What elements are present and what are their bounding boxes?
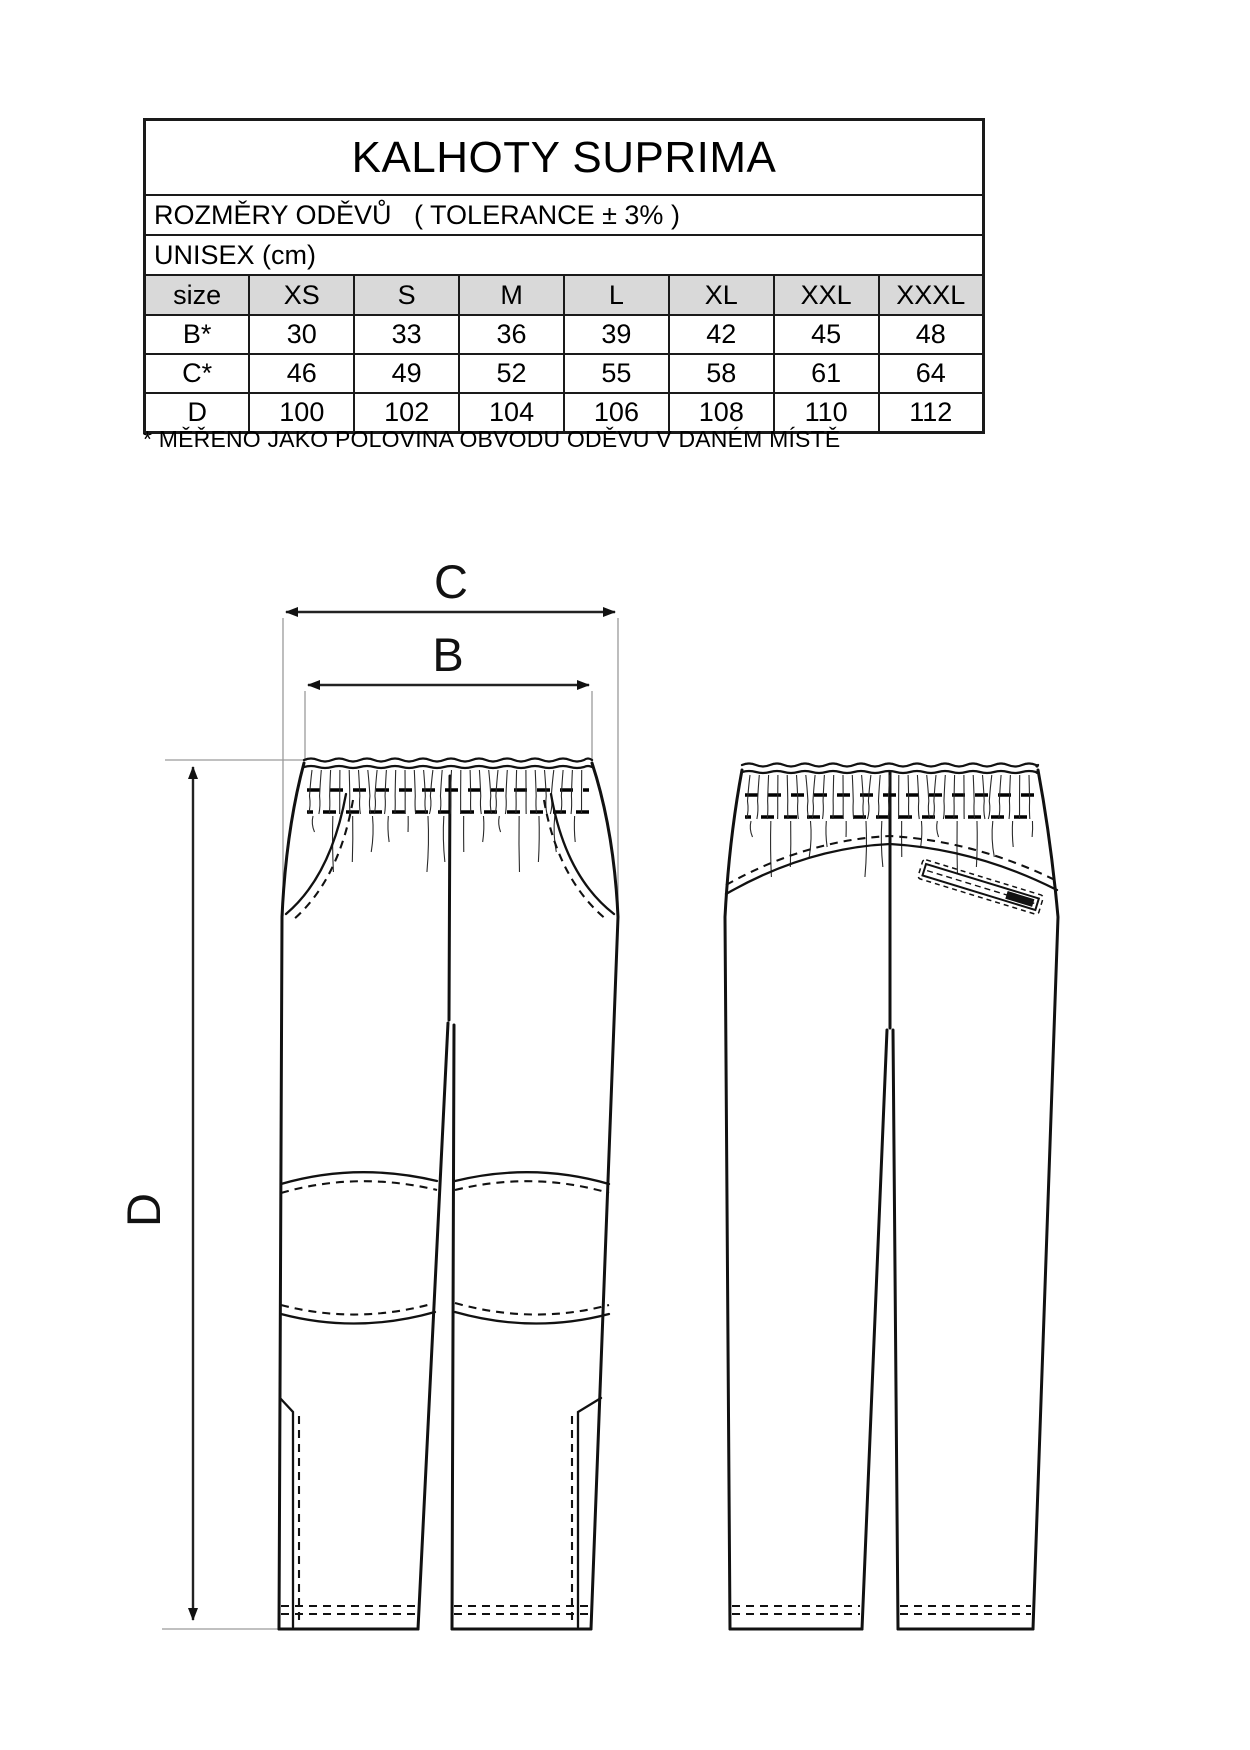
knee-patch-left [281, 1172, 437, 1323]
size-header-cell: XXXL [879, 275, 984, 315]
back-side-seam-left [725, 770, 742, 1629]
size-table-row [145, 354, 984, 393]
front-inseam-left [418, 1023, 448, 1629]
front-hem-stitching [281, 1606, 589, 1614]
dim-label-C: C [434, 555, 468, 608]
size-header-cell: size [145, 275, 250, 315]
value-cell: 33 [354, 315, 459, 354]
value-cell: 46 [249, 354, 354, 393]
value-cell: 58 [669, 354, 774, 393]
table-unit-row [145, 235, 984, 275]
size-header-row [145, 275, 984, 315]
front-inseam-right [452, 1025, 454, 1629]
value-cell: 45 [774, 315, 879, 354]
back-hem-stitching [732, 1606, 1031, 1614]
value-cell: 30 [249, 315, 354, 354]
size-header-cell: XS [249, 275, 354, 315]
front-view [279, 759, 618, 1630]
extension-lines [162, 618, 618, 1629]
row-label: D [145, 393, 250, 433]
dim-label-B: B [432, 628, 464, 681]
value-cell: 52 [459, 354, 564, 393]
value-cell: 112 [879, 393, 984, 433]
size-table [143, 118, 985, 434]
front-waistband [304, 759, 592, 873]
value-cell: 39 [564, 315, 669, 354]
value-cell: 49 [354, 354, 459, 393]
tolerance-note: ROZMĚRY ODĚVŮ ( TOLERANCE ± 3% ) [145, 195, 984, 235]
knee-patch-right [455, 1172, 609, 1323]
hem-slit-left [280, 1398, 299, 1627]
value-cell: 61 [774, 354, 879, 393]
size-header-cell: S [354, 275, 459, 315]
value-cell: 42 [669, 315, 774, 354]
measurement-footnote: * MĚŘENO JAKO POLOVINA OBVODU ODĚVU V DANÉM MÍSTĚ [143, 426, 841, 452]
size-header-cell: L [564, 275, 669, 315]
technical-drawing [0, 520, 1250, 1710]
value-cell: 110 [774, 393, 879, 433]
dimension-B [308, 628, 589, 685]
back-inseam-left [862, 1030, 887, 1629]
value-cell: 48 [879, 315, 984, 354]
value-cell: 108 [669, 393, 774, 433]
back-view [725, 764, 1058, 1630]
dim-label-D: D [117, 1193, 170, 1227]
value-cell: 55 [564, 354, 669, 393]
value-cell: 104 [459, 393, 564, 433]
size-header-cell: XL [669, 275, 774, 315]
table-title-row [145, 120, 984, 196]
value-cell: 106 [564, 393, 669, 433]
unisex-note: UNISEX (cm) [145, 235, 984, 275]
value-cell: 102 [354, 393, 459, 433]
dimension-C [286, 555, 615, 612]
front-side-seam-left [279, 763, 304, 1629]
document-title: KALHOTY SUPRIMA [145, 120, 984, 196]
front-side-seam-right [591, 763, 618, 1629]
size-header-cell: M [459, 275, 564, 315]
size-header-cell: XXL [774, 275, 879, 315]
table-subtitle-row [145, 195, 984, 235]
dimension-D [117, 767, 193, 1620]
elastic-gathers-front [304, 759, 592, 873]
back-inseam-right [893, 1030, 898, 1629]
value-cell: 100 [249, 393, 354, 433]
row-label: B* [145, 315, 250, 354]
row-label: C* [145, 354, 250, 393]
value-cell: 36 [459, 315, 564, 354]
value-cell: 64 [879, 354, 984, 393]
size-table-row [145, 315, 984, 354]
